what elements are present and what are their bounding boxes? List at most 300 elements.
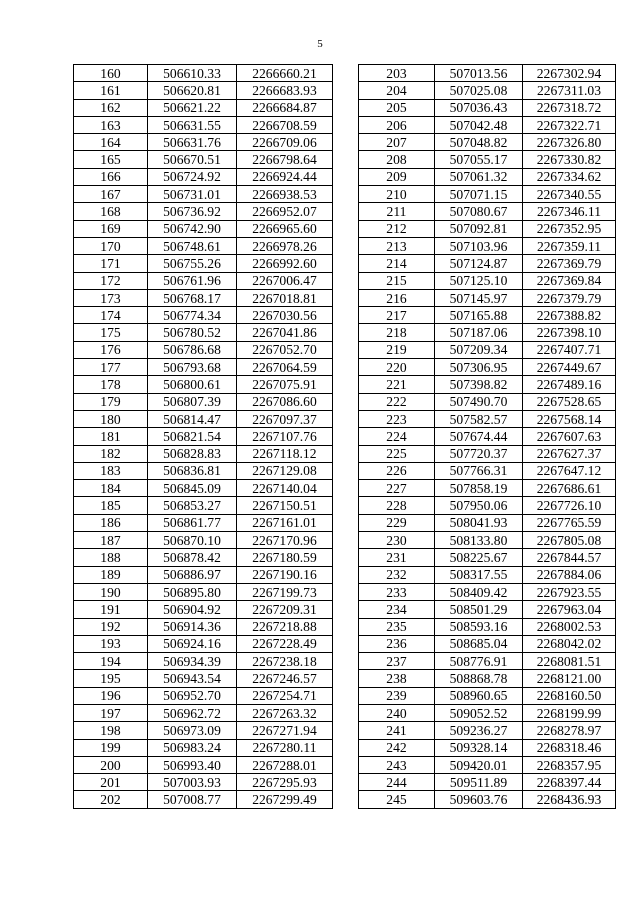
x-coordinate-cell: 508225.67: [435, 549, 523, 566]
x-coordinate-cell: 509420.01: [435, 756, 523, 773]
x-coordinate-cell: 506870.10: [148, 532, 237, 549]
y-coordinate-cell: 2267340.55: [523, 186, 616, 203]
point-number-cell: 171: [74, 255, 148, 272]
x-coordinate-cell: 507165.88: [435, 307, 523, 324]
point-number-cell: 178: [74, 376, 148, 393]
point-number-cell: 172: [74, 272, 148, 289]
point-number-cell: 182: [74, 445, 148, 462]
y-coordinate-cell: 2267627.37: [523, 445, 616, 462]
x-coordinate-cell: 506983.24: [148, 739, 237, 756]
table-row: [359, 220, 616, 237]
x-coordinate-cell: 506973.09: [148, 722, 237, 739]
table-row: [74, 514, 333, 531]
x-coordinate-cell: 508041.93: [435, 514, 523, 531]
x-coordinate-cell: 508133.80: [435, 532, 523, 549]
x-coordinate-cell: 507125.10: [435, 272, 523, 289]
table-row: [359, 134, 616, 151]
y-coordinate-cell: 2267018.81: [237, 289, 333, 306]
point-number-cell: 189: [74, 566, 148, 583]
y-coordinate-cell: 2268002.53: [523, 618, 616, 635]
table-row: [74, 497, 333, 514]
y-coordinate-cell: 2266798.64: [237, 151, 333, 168]
x-coordinate-cell: 506924.16: [148, 635, 237, 652]
y-coordinate-cell: 2267218.88: [237, 618, 333, 635]
x-coordinate-cell: 506853.27: [148, 497, 237, 514]
table-row: [74, 237, 333, 254]
y-coordinate-cell: 2266952.07: [237, 203, 333, 220]
point-number-cell: 208: [359, 151, 435, 168]
y-coordinate-cell: 2267030.56: [237, 307, 333, 324]
table-row: [359, 359, 616, 376]
y-coordinate-cell: 2267407.71: [523, 341, 616, 358]
y-coordinate-cell: 2267528.65: [523, 393, 616, 410]
table-row: [359, 497, 616, 514]
y-coordinate-cell: 2267318.72: [523, 99, 616, 116]
table-row: [359, 462, 616, 479]
table-row: [74, 635, 333, 652]
y-coordinate-cell: 2267963.04: [523, 601, 616, 618]
x-coordinate-cell: 506845.09: [148, 480, 237, 497]
table-row: [74, 186, 333, 203]
table-row: [359, 393, 616, 410]
point-number-cell: 224: [359, 428, 435, 445]
table-row: [359, 445, 616, 462]
y-coordinate-cell: 2268357.95: [523, 756, 616, 773]
y-coordinate-cell: 2267346.11: [523, 203, 616, 220]
y-coordinate-cell: 2267923.55: [523, 583, 616, 600]
table-row: [359, 774, 616, 791]
y-coordinate-cell: 2267449.67: [523, 359, 616, 376]
x-coordinate-cell: 508776.91: [435, 653, 523, 670]
y-coordinate-cell: 2267086.60: [237, 393, 333, 410]
table-row: [359, 791, 616, 808]
point-number-cell: 213: [359, 237, 435, 254]
table-row: [359, 583, 616, 600]
x-coordinate-cell: 506878.42: [148, 549, 237, 566]
table-row: [74, 359, 333, 376]
x-coordinate-cell: 506934.39: [148, 653, 237, 670]
point-number-cell: 219: [359, 341, 435, 358]
table-row: [74, 272, 333, 289]
x-coordinate-cell: 507209.34: [435, 341, 523, 358]
x-coordinate-cell: 506786.68: [148, 341, 237, 358]
table-row: [359, 203, 616, 220]
y-coordinate-cell: 2266992.60: [237, 255, 333, 272]
y-coordinate-cell: 2267326.80: [523, 134, 616, 151]
x-coordinate-cell: 506793.68: [148, 359, 237, 376]
x-coordinate-cell: 507145.97: [435, 289, 523, 306]
y-coordinate-cell: 2267006.47: [237, 272, 333, 289]
point-number-cell: 187: [74, 532, 148, 549]
y-coordinate-cell: 2267209.31: [237, 601, 333, 618]
y-coordinate-cell: 2267254.71: [237, 687, 333, 704]
table-row: [74, 324, 333, 341]
y-coordinate-cell: 2267302.94: [523, 65, 616, 82]
table-row: [74, 532, 333, 549]
point-number-cell: 210: [359, 186, 435, 203]
table-row: [74, 289, 333, 306]
point-number-cell: 218: [359, 324, 435, 341]
point-number-cell: 188: [74, 549, 148, 566]
x-coordinate-cell: 508409.42: [435, 583, 523, 600]
x-coordinate-cell: 508685.04: [435, 635, 523, 652]
x-coordinate-cell: 506895.80: [148, 583, 237, 600]
point-number-cell: 200: [74, 756, 148, 773]
point-number-cell: 199: [74, 739, 148, 756]
point-number-cell: 161: [74, 82, 148, 99]
table-row: [359, 756, 616, 773]
table-row: [359, 566, 616, 583]
y-coordinate-cell: 2268436.93: [523, 791, 616, 808]
table-row: [74, 255, 333, 272]
point-number-cell: 174: [74, 307, 148, 324]
point-number-cell: 163: [74, 116, 148, 133]
point-number-cell: 198: [74, 722, 148, 739]
x-coordinate-cell: 506768.17: [148, 289, 237, 306]
table-row: [359, 410, 616, 427]
y-coordinate-cell: 2267369.79: [523, 255, 616, 272]
y-coordinate-cell: 2268121.00: [523, 670, 616, 687]
point-number-cell: 221: [359, 376, 435, 393]
x-coordinate-cell: 508317.55: [435, 566, 523, 583]
table-row: [359, 549, 616, 566]
table-row: [74, 549, 333, 566]
point-number-cell: 226: [359, 462, 435, 479]
table-row: [74, 670, 333, 687]
point-number-cell: 230: [359, 532, 435, 549]
point-number-cell: 165: [74, 151, 148, 168]
point-number-cell: 209: [359, 168, 435, 185]
x-coordinate-cell: 508960.65: [435, 687, 523, 704]
y-coordinate-cell: 2267726.10: [523, 497, 616, 514]
x-coordinate-cell: 507061.32: [435, 168, 523, 185]
table-row: [74, 65, 333, 82]
table-body: [74, 65, 333, 809]
point-number-cell: 220: [359, 359, 435, 376]
point-number-cell: 176: [74, 341, 148, 358]
point-number-cell: 203: [359, 65, 435, 82]
y-coordinate-cell: 2267379.79: [523, 289, 616, 306]
y-coordinate-cell: 2266938.53: [237, 186, 333, 203]
point-number-cell: 217: [359, 307, 435, 324]
point-number-cell: 169: [74, 220, 148, 237]
table-row: [359, 341, 616, 358]
point-number-cell: 236: [359, 635, 435, 652]
table-row: [74, 756, 333, 773]
point-number-cell: 216: [359, 289, 435, 306]
x-coordinate-cell: 507055.17: [435, 151, 523, 168]
point-number-cell: 212: [359, 220, 435, 237]
x-coordinate-cell: 506610.33: [148, 65, 237, 82]
y-coordinate-cell: 2266684.87: [237, 99, 333, 116]
table-row: [74, 445, 333, 462]
y-coordinate-cell: 2267170.96: [237, 532, 333, 549]
point-number-cell: 197: [74, 704, 148, 721]
point-number-cell: 237: [359, 653, 435, 670]
point-number-cell: 228: [359, 497, 435, 514]
table-row: [359, 255, 616, 272]
x-coordinate-cell: 506621.22: [148, 99, 237, 116]
x-coordinate-cell: 507071.15: [435, 186, 523, 203]
y-coordinate-cell: 2267180.59: [237, 549, 333, 566]
x-coordinate-cell: 507042.48: [435, 116, 523, 133]
point-number-cell: 232: [359, 566, 435, 583]
table-row: [74, 601, 333, 618]
point-number-cell: 164: [74, 134, 148, 151]
x-coordinate-cell: 509328.14: [435, 739, 523, 756]
y-coordinate-cell: 2267129.08: [237, 462, 333, 479]
x-coordinate-cell: 508501.29: [435, 601, 523, 618]
point-number-cell: 215: [359, 272, 435, 289]
table-row: [359, 653, 616, 670]
x-coordinate-cell: 507398.82: [435, 376, 523, 393]
y-coordinate-cell: 2266978.26: [237, 237, 333, 254]
x-coordinate-cell: 506807.39: [148, 393, 237, 410]
x-coordinate-cell: 507766.31: [435, 462, 523, 479]
y-coordinate-cell: 2267322.71: [523, 116, 616, 133]
point-number-cell: 177: [74, 359, 148, 376]
point-number-cell: 181: [74, 428, 148, 445]
y-coordinate-cell: 2267118.12: [237, 445, 333, 462]
y-coordinate-cell: 2267064.59: [237, 359, 333, 376]
table-row: [74, 653, 333, 670]
x-coordinate-cell: 506748.61: [148, 237, 237, 254]
y-coordinate-cell: 2268081.51: [523, 653, 616, 670]
point-number-cell: 234: [359, 601, 435, 618]
x-coordinate-cell: 507858.19: [435, 480, 523, 497]
y-coordinate-cell: 2267295.93: [237, 774, 333, 791]
table-row: [74, 82, 333, 99]
x-coordinate-cell: 506736.92: [148, 203, 237, 220]
x-coordinate-cell: 506774.34: [148, 307, 237, 324]
table-row: [359, 618, 616, 635]
y-coordinate-cell: 2267246.57: [237, 670, 333, 687]
table-row: [74, 687, 333, 704]
point-number-cell: 243: [359, 756, 435, 773]
table-row: [74, 99, 333, 116]
y-coordinate-cell: 2267052.70: [237, 341, 333, 358]
table-row: [74, 341, 333, 358]
point-number-cell: 206: [359, 116, 435, 133]
x-coordinate-cell: 507306.95: [435, 359, 523, 376]
x-coordinate-cell: 507025.08: [435, 82, 523, 99]
y-coordinate-cell: 2267271.94: [237, 722, 333, 739]
x-coordinate-cell: 506886.97: [148, 566, 237, 583]
x-coordinate-cell: 507080.67: [435, 203, 523, 220]
point-number-cell: 196: [74, 687, 148, 704]
x-coordinate-cell: 506836.81: [148, 462, 237, 479]
y-coordinate-cell: 2268278.97: [523, 722, 616, 739]
y-coordinate-cell: 2267330.82: [523, 151, 616, 168]
table-row: [74, 393, 333, 410]
table-row: [74, 220, 333, 237]
point-number-cell: 193: [74, 635, 148, 652]
page-number: 5: [317, 38, 323, 50]
table-row: [359, 514, 616, 531]
x-coordinate-cell: 506631.76: [148, 134, 237, 151]
table-row: [359, 532, 616, 549]
x-coordinate-cell: 506962.72: [148, 704, 237, 721]
table-row: [74, 583, 333, 600]
point-number-cell: 214: [359, 255, 435, 272]
table-row: [74, 203, 333, 220]
x-coordinate-cell: 508868.78: [435, 670, 523, 687]
y-coordinate-cell: 2267334.62: [523, 168, 616, 185]
table-row: [74, 151, 333, 168]
y-coordinate-cell: 2267299.49: [237, 791, 333, 808]
y-coordinate-cell: 2267311.03: [523, 82, 616, 99]
y-coordinate-cell: 2267041.86: [237, 324, 333, 341]
point-number-cell: 207: [359, 134, 435, 151]
point-number-cell: 180: [74, 410, 148, 427]
table-row: [74, 618, 333, 635]
table-row: [359, 635, 616, 652]
point-number-cell: 235: [359, 618, 435, 635]
table-row: [74, 462, 333, 479]
y-coordinate-cell: 2266924.44: [237, 168, 333, 185]
point-number-cell: 242: [359, 739, 435, 756]
y-coordinate-cell: 2267805.08: [523, 532, 616, 549]
point-number-cell: 231: [359, 549, 435, 566]
y-coordinate-cell: 2266708.59: [237, 116, 333, 133]
x-coordinate-cell: 509603.76: [435, 791, 523, 808]
y-coordinate-cell: 2267228.49: [237, 635, 333, 652]
x-coordinate-cell: 509052.52: [435, 704, 523, 721]
x-coordinate-cell: 507103.96: [435, 237, 523, 254]
y-coordinate-cell: 2267161.01: [237, 514, 333, 531]
table-row: [359, 670, 616, 687]
x-coordinate-cell: 507124.87: [435, 255, 523, 272]
x-coordinate-cell: 506814.47: [148, 410, 237, 427]
table-row: [359, 480, 616, 497]
table-row: [74, 410, 333, 427]
x-coordinate-cell: 507008.77: [148, 791, 237, 808]
y-coordinate-cell: 2267190.16: [237, 566, 333, 583]
x-coordinate-cell: 506914.36: [148, 618, 237, 635]
y-coordinate-cell: 2268160.50: [523, 687, 616, 704]
x-coordinate-cell: 506761.96: [148, 272, 237, 289]
y-coordinate-cell: 2266683.93: [237, 82, 333, 99]
y-coordinate-cell: 2267359.11: [523, 237, 616, 254]
y-coordinate-cell: 2267140.04: [237, 480, 333, 497]
x-coordinate-cell: 507036.43: [435, 99, 523, 116]
y-coordinate-cell: 2268397.44: [523, 774, 616, 791]
y-coordinate-cell: 2267150.51: [237, 497, 333, 514]
x-coordinate-cell: 506821.54: [148, 428, 237, 445]
point-number-cell: 241: [359, 722, 435, 739]
y-coordinate-cell: 2266660.21: [237, 65, 333, 82]
y-coordinate-cell: 2267075.91: [237, 376, 333, 393]
x-coordinate-cell: 506993.40: [148, 756, 237, 773]
point-number-cell: 183: [74, 462, 148, 479]
y-coordinate-cell: 2267280.11: [237, 739, 333, 756]
y-coordinate-cell: 2267388.82: [523, 307, 616, 324]
y-coordinate-cell: 2267097.37: [237, 410, 333, 427]
table-row: [74, 168, 333, 185]
x-coordinate-cell: 507950.06: [435, 497, 523, 514]
table-row: [359, 722, 616, 739]
x-coordinate-cell: 507582.57: [435, 410, 523, 427]
x-coordinate-cell: 507013.56: [435, 65, 523, 82]
x-coordinate-cell: 507048.82: [435, 134, 523, 151]
table-row: [74, 428, 333, 445]
y-coordinate-cell: 2267884.06: [523, 566, 616, 583]
y-coordinate-cell: 2267107.76: [237, 428, 333, 445]
table-row: [359, 324, 616, 341]
x-coordinate-cell: 506904.92: [148, 601, 237, 618]
point-number-cell: 162: [74, 99, 148, 116]
table-row: [74, 704, 333, 721]
x-coordinate-cell: 506731.01: [148, 186, 237, 203]
point-number-cell: 204: [359, 82, 435, 99]
x-coordinate-cell: 506780.52: [148, 324, 237, 341]
point-number-cell: 175: [74, 324, 148, 341]
y-coordinate-cell: 2267844.57: [523, 549, 616, 566]
y-coordinate-cell: 2268318.46: [523, 739, 616, 756]
y-coordinate-cell: 2268042.02: [523, 635, 616, 652]
table-row: [359, 65, 616, 82]
x-coordinate-cell: 507003.93: [148, 774, 237, 791]
table-row: [359, 739, 616, 756]
table-row: [359, 307, 616, 324]
table-row: [359, 82, 616, 99]
point-number-cell: 238: [359, 670, 435, 687]
point-number-cell: 229: [359, 514, 435, 531]
point-number-cell: 211: [359, 203, 435, 220]
point-number-cell: 194: [74, 653, 148, 670]
point-number-cell: 190: [74, 583, 148, 600]
y-coordinate-cell: 2267352.95: [523, 220, 616, 237]
table-row: [359, 704, 616, 721]
y-coordinate-cell: 2268199.99: [523, 704, 616, 721]
point-number-cell: 227: [359, 480, 435, 497]
point-number-cell: 205: [359, 99, 435, 116]
table-row: [359, 289, 616, 306]
coordinates-table-left: [73, 64, 333, 809]
x-coordinate-cell: 507674.44: [435, 428, 523, 445]
table-row: [74, 376, 333, 393]
point-number-cell: 233: [359, 583, 435, 600]
table-row: [74, 774, 333, 791]
point-number-cell: 245: [359, 791, 435, 808]
y-coordinate-cell: 2267288.01: [237, 756, 333, 773]
table-row: [74, 134, 333, 151]
point-number-cell: 168: [74, 203, 148, 220]
table-row: [74, 480, 333, 497]
y-coordinate-cell: 2267765.59: [523, 514, 616, 531]
x-coordinate-cell: 508593.16: [435, 618, 523, 635]
table-row: [359, 168, 616, 185]
table-row: [359, 99, 616, 116]
table-row: [74, 722, 333, 739]
table-row: [359, 376, 616, 393]
x-coordinate-cell: 507092.81: [435, 220, 523, 237]
y-coordinate-cell: 2267568.14: [523, 410, 616, 427]
point-number-cell: 202: [74, 791, 148, 808]
x-coordinate-cell: 506800.61: [148, 376, 237, 393]
point-number-cell: 192: [74, 618, 148, 635]
y-coordinate-cell: 2267607.63: [523, 428, 616, 445]
table-row: [359, 428, 616, 445]
x-coordinate-cell: 506742.90: [148, 220, 237, 237]
table-row: [74, 307, 333, 324]
x-coordinate-cell: 509511.89: [435, 774, 523, 791]
x-coordinate-cell: 507187.06: [435, 324, 523, 341]
x-coordinate-cell: 506828.83: [148, 445, 237, 462]
y-coordinate-cell: 2266709.06: [237, 134, 333, 151]
table-row: [359, 116, 616, 133]
y-coordinate-cell: 2266965.60: [237, 220, 333, 237]
